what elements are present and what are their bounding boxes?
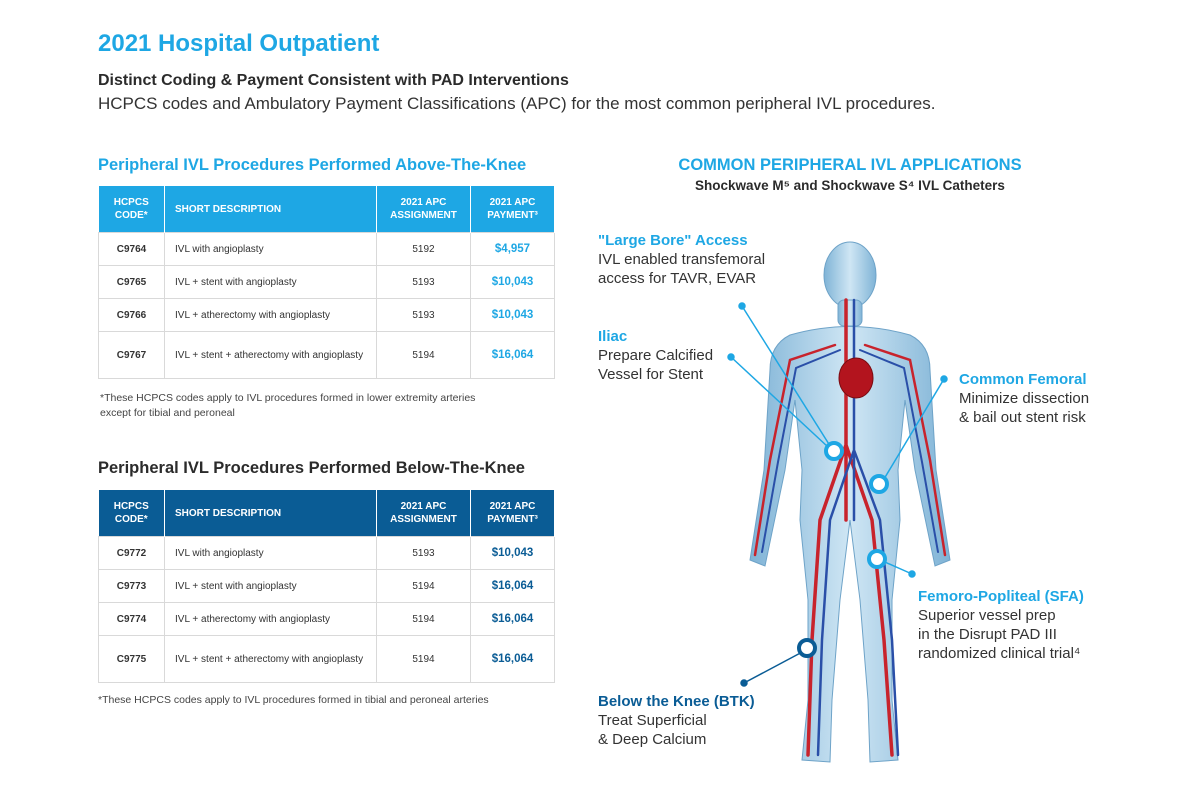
btk-leader [741,650,806,686]
callout-heading: Common Femoral [959,371,1087,388]
callout-common-femoral [959,370,1089,427]
callout-sfa [918,587,1084,663]
apc-cell: 5194 [377,603,471,636]
payment-cell: $16,064 [471,603,555,636]
below-knee-footnote: *These HCPCS codes apply to IVL procedures formed in tibial and peroneal arteries [98,694,489,706]
above-knee-title: Peripheral IVL Procedures Performed Above-The-Knee [98,156,527,174]
description-cell: IVL + atherectomy with angioplasty [165,603,377,636]
callout-line: in the Disrupt PAD III [918,626,1057,643]
apc-cell: 5194 [377,636,471,683]
apc-cell: 5193 [377,266,471,299]
below-knee-title: Peripheral IVL Procedures Performed Below-The-Knee [98,459,525,477]
apc-cell: 5192 [377,233,471,266]
callout-line: access for TAVR, EVAR [598,270,757,287]
payment-cell: $16,064 [471,332,555,379]
description-cell: IVL + stent with angioplasty [165,266,377,299]
code-cell: C9766 [99,299,165,332]
column-header-code: HCPCS CODE* [99,186,165,233]
payment-cell: $10,043 [471,537,555,570]
apc-cell: 5193 [377,537,471,570]
column-header-description: SHORT DESCRIPTION [165,490,377,537]
callout-line: Minimize dissection [959,390,1090,407]
callout-line: Vessel for Stent [598,366,704,383]
callout-line: Treat Superficial [598,712,707,729]
payment-cell: $16,064 [471,636,555,683]
callout-line: randomized clinical trial⁴ [918,645,1081,662]
callout-line: Superior vessel prep [918,607,1056,624]
callout-heading: Femoro-Popliteal (SFA) [918,588,1084,605]
description-cell: IVL + stent + atherectomy with angioplasty [165,332,377,379]
body-silhouette [750,242,950,762]
apc-cell: 5193 [377,299,471,332]
payment-cell: $10,043 [471,299,555,332]
column-header-code: HCPCS CODE* [99,490,165,537]
code-cell: C9774 [99,603,165,636]
callout-btk [598,692,755,749]
column-header-apc: 2021 APC ASSIGNMENT [377,186,471,233]
column-header-payment: 2021 APC PAYMENT³ [471,490,555,537]
apc-cell: 5194 [377,332,471,379]
callout-line: IVL enabled transfemoral [598,251,766,268]
callout-iliac [598,327,713,384]
description-cell: IVL + stent + atherectomy with angioplasty [165,636,377,683]
description-cell: IVL with angioplasty [165,537,377,570]
page-title: 2021 Hospital Outpatient [98,30,380,57]
payment-cell: $10,043 [471,266,555,299]
code-cell: C9772 [99,537,165,570]
callout-heading: Below the Knee (BTK) [598,693,755,710]
callout-line: & Deep Calcium [598,731,707,748]
description-cell: IVL + stent with angioplasty [165,570,377,603]
apc-cell: 5194 [377,570,471,603]
code-cell: C9765 [99,266,165,299]
column-header-payment: 2021 APC PAYMENT³ [471,186,555,233]
code-cell: C9775 [99,636,165,683]
callout-line: Prepare Calcified [598,347,714,364]
payment-cell: $16,064 [471,570,555,603]
callout-heading: "Large Bore" Access [598,232,748,249]
callout-large-bore [598,231,765,288]
callout-line: & bail out stent risk [959,409,1086,426]
column-header-apc: 2021 APC ASSIGNMENT [377,490,471,537]
applications-subtitle: Shockwave M⁵ and Shockwave S⁴ IVL Catheters [695,178,1005,193]
payment-cell: $4,957 [471,233,555,266]
footnote-line: except for tibial and peroneal [100,407,235,419]
column-header-description: SHORT DESCRIPTION [165,186,377,233]
description-cell: IVL + atherectomy with angioplasty [165,299,377,332]
page-intro: HCPCS codes and Ambulatory Payment Classifications (APC) for the most common peripheral IVL procedures. [98,94,936,113]
callout-heading: Iliac [598,328,628,345]
code-cell: C9773 [99,570,165,603]
applications-title: COMMON PERIPHERAL IVL APPLICATIONS [678,156,1022,174]
code-cell: C9767 [99,332,165,379]
footnote-line: *These HCPCS codes apply to IVL procedures formed in lower extremity arteries [100,392,476,404]
page-subtitle: Distinct Coding & Payment Consistent with PAD Interventions [98,72,569,89]
code-cell: C9764 [99,233,165,266]
description-cell: IVL with angioplasty [165,233,377,266]
